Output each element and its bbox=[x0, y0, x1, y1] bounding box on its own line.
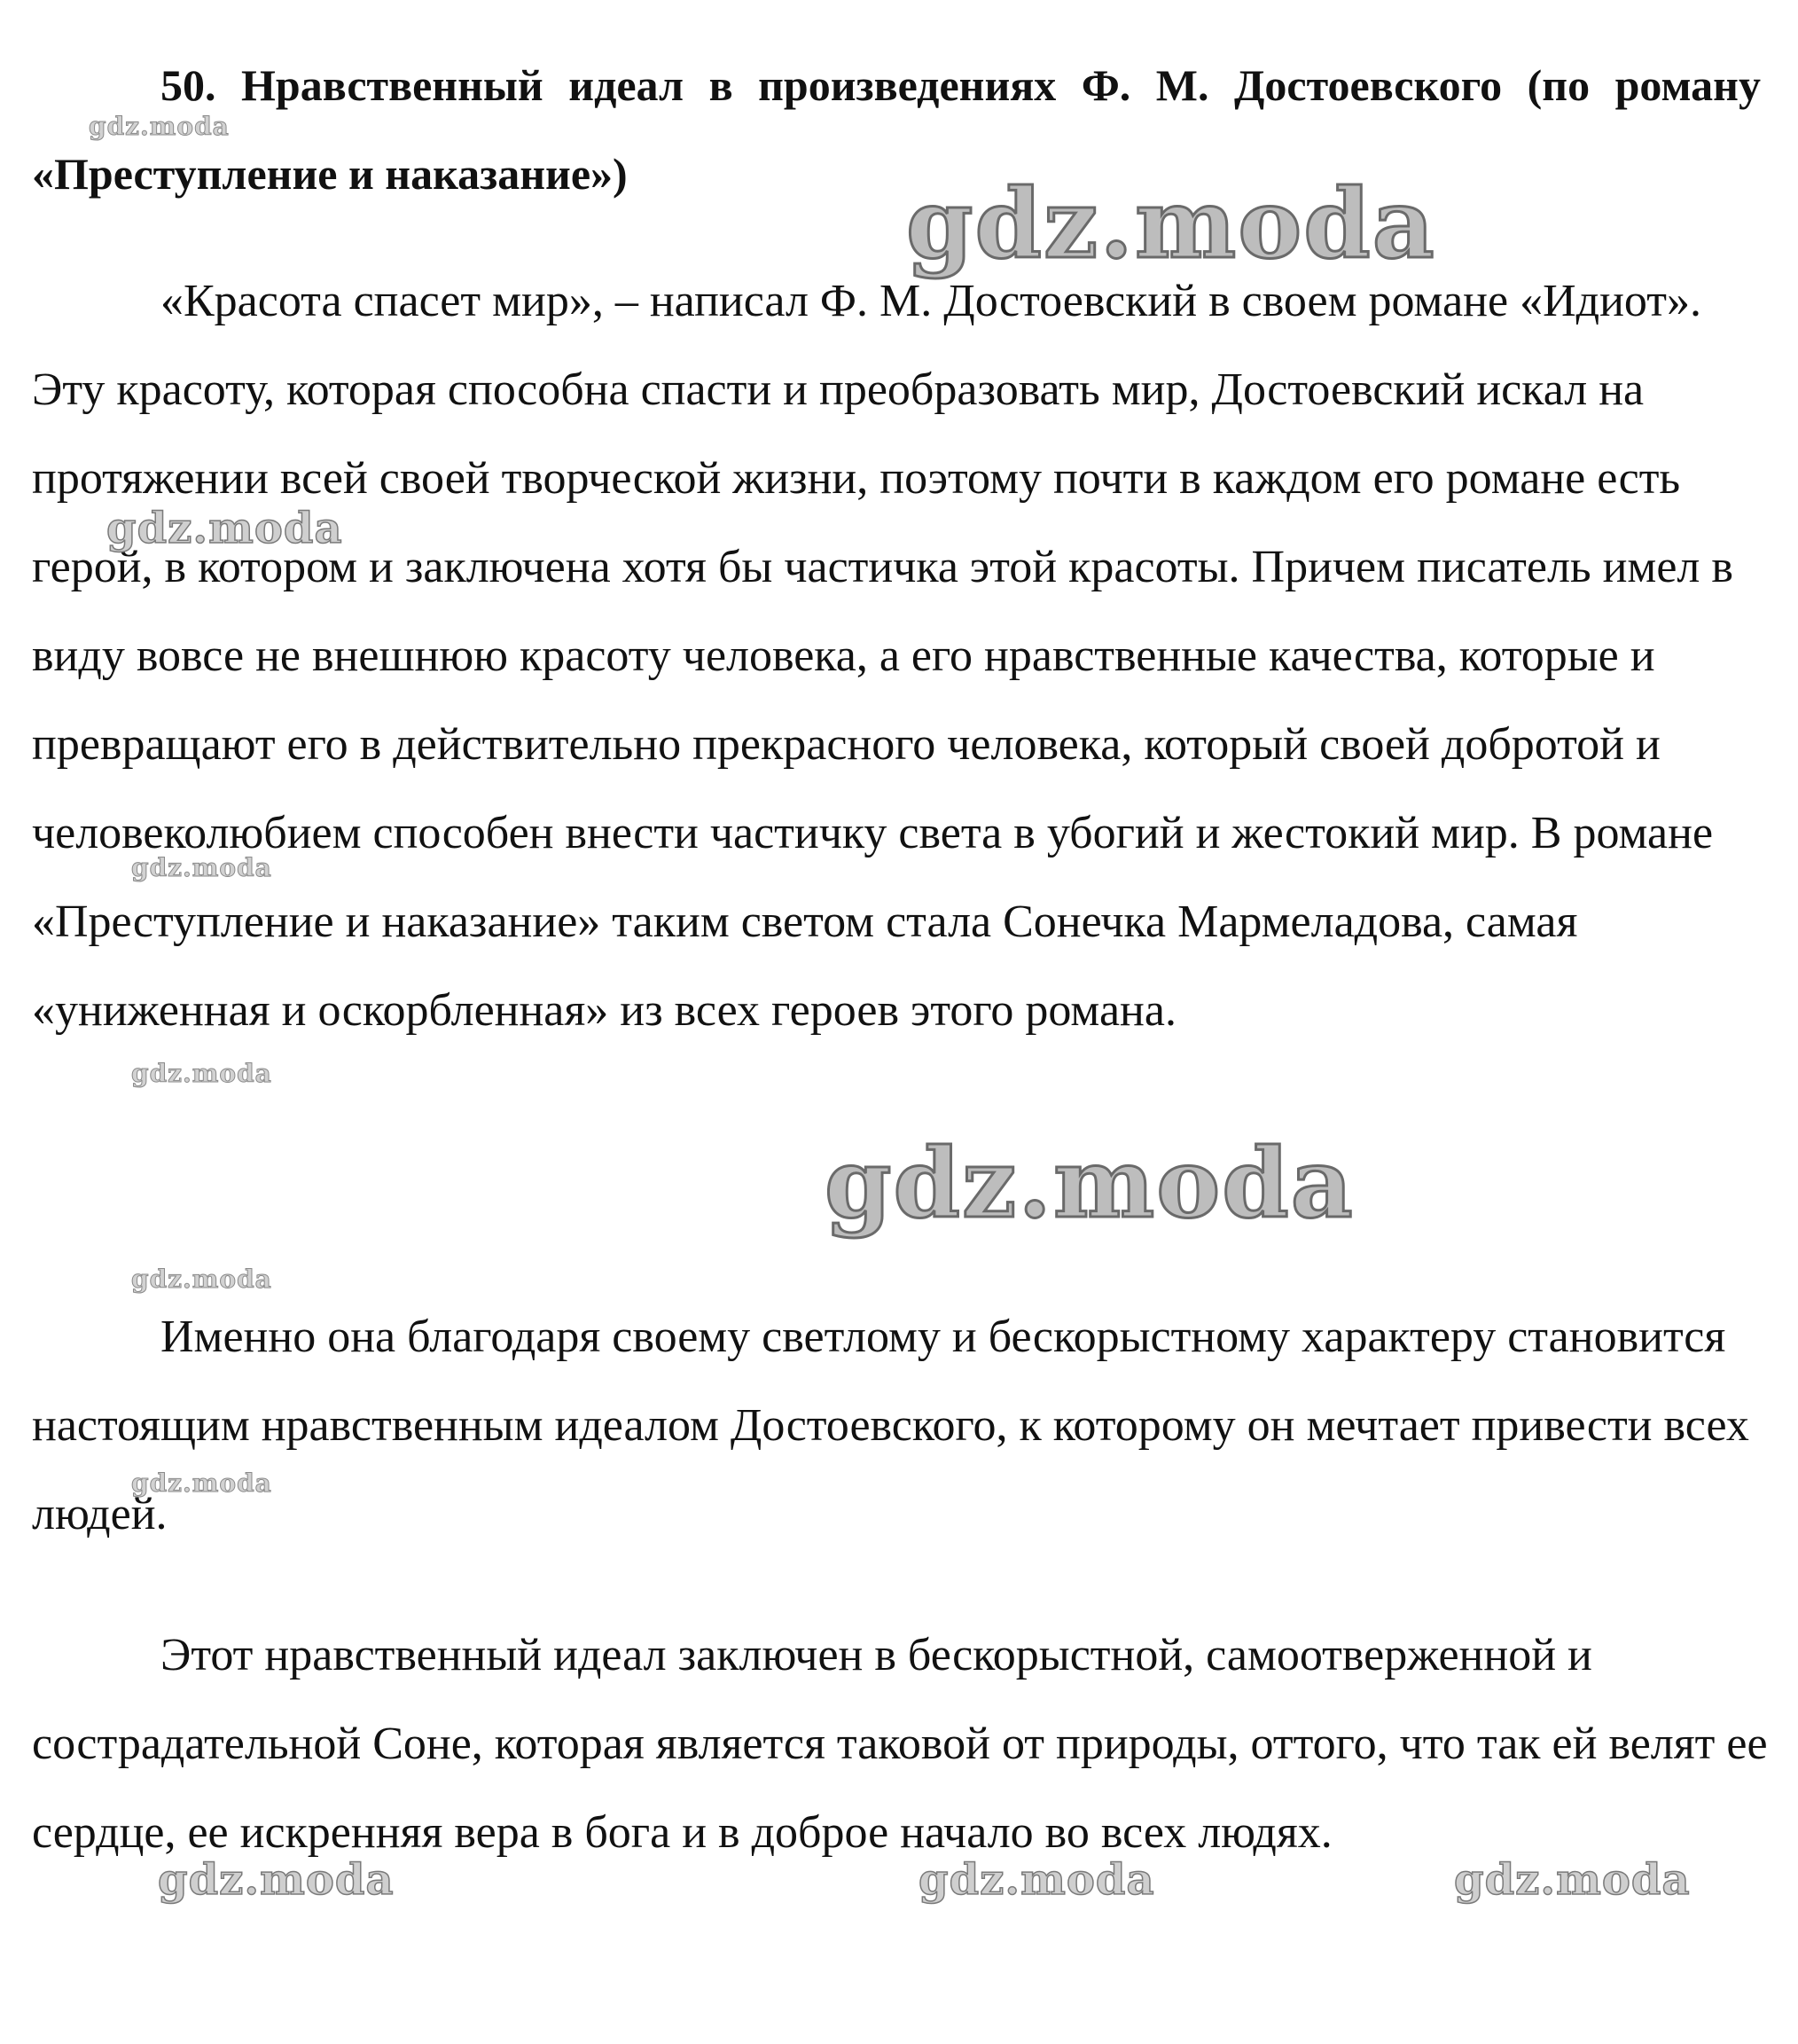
watermark: gdz.moda bbox=[825, 1128, 1355, 1240]
watermark: gdz.moda bbox=[131, 1265, 272, 1294]
watermark: gdz.moda bbox=[131, 1468, 272, 1498]
watermark: gdz.moda bbox=[906, 168, 1436, 280]
paragraph-1: «Красота спасет мир», – написал Ф. М. Достоевский в своем романе «Идиот». Эту красоту, которая способна спасти и преобразовать мир, Достоевский искал на протяжении всей своей творческой жизни, поэтому почти в каждом его романе есть герой, в котором и заключена хотя бы частичка этой красоты. Причем писатель имел в виду вовсе не внешнюю красоту человека, а его нравственные качества, которые и превращают его в действительно прекрасного человека, который своей добротой и человеколюбием способен внести частичку света в убогий и жестокий мир. В романе «Преступление и наказание» таким светом стала Сонечка Мармеладова, самая «униженная и оскорбленная» из всех героев этого романа. bbox=[32, 276, 1733, 1036]
watermark: gdz.moda bbox=[919, 1855, 1155, 1905]
watermark: gdz.moda bbox=[1454, 1855, 1691, 1905]
page-title: 50. Нравственный идеал в произведениях Ф. М. Достоевского (по роману «Преступление и наказание») bbox=[32, 60, 1761, 199]
watermark: gdz.moda bbox=[89, 112, 230, 141]
paragraph-2: Именно она благодаря своему светлому и бескорыстному характеру становится настоящим нравственным идеалом Достоевского, к которому он мечтает привести всех людей. bbox=[32, 1312, 1749, 1539]
watermark: gdz.moda bbox=[131, 1059, 272, 1088]
paragraph-3: Этот нравственный идеал заключен в бескорыстной, самоотверженной и сострадательной Соне, которая является таковой от природы, оттого, что так ей велят ее сердце, ее искренняя вера в бога и в доброе начало во всех людях. bbox=[32, 1630, 1768, 1858]
watermark: gdz.moda bbox=[158, 1855, 395, 1905]
watermark: gdz.moda bbox=[131, 853, 272, 882]
watermark: gdz.moda bbox=[106, 504, 343, 553]
